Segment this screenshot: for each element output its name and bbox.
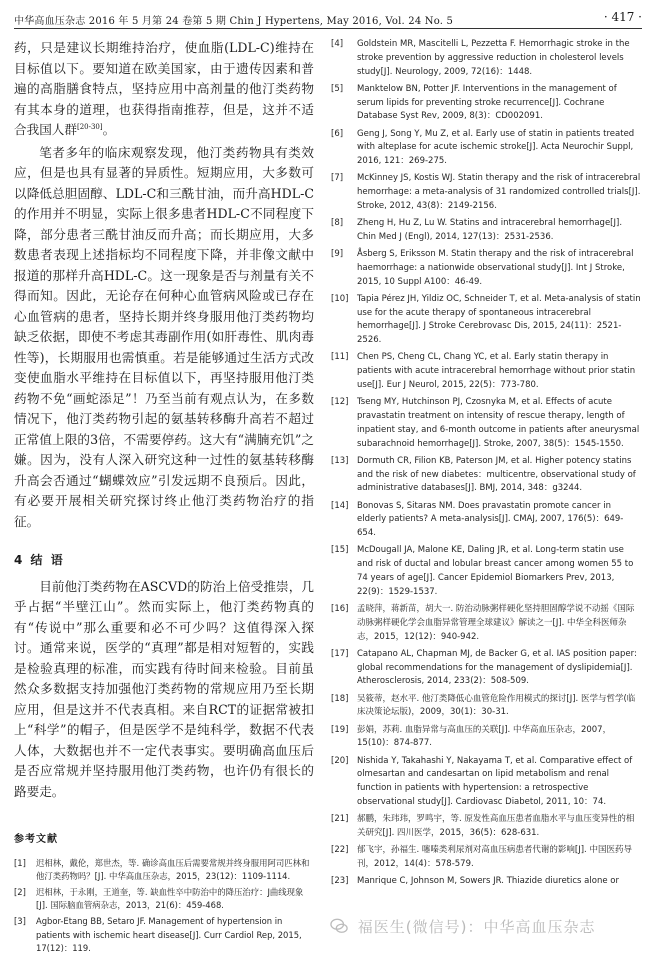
reference-number: [2] bbox=[14, 886, 26, 897]
paragraph-1: 药，只是建议长期维持治疗，使血脂(LDL-C)维持在目标值以下。要知道在欧美国家，由于遗传因素和普遍的高脂膳食特点，坚持应用中高剂量的他汀类药物有其本身的道理，也获得指南推荐，但是，这并不适合我国人群[20-30]。 bbox=[14, 40, 314, 137]
reference-number: [1] bbox=[14, 857, 26, 868]
reference-text: Catapano AL, Chapman MJ, de Backer G, et al. IAS position paper: global recommendations for the management of dyslipidemia[J]. Atherosclerosis, 2014, 233(2)：508-509. bbox=[357, 648, 637, 687]
reference-item bbox=[331, 693, 642, 721]
reference-item bbox=[331, 83, 642, 124]
section-4-paragraph: 目前他汀类药物在ASCVD的防治上倍受推崇，几乎占据“半壁江山”。然而实际上，他汀类药物真的有“传说中”那么重要和必不可少吗？这值得深入探讨。通常来说，医学的“真理”都是相对短暂的，实践是检验真理的标准，而实践有待时间来检验。目前虽然众多数据支持加强他汀类药物的常规应用乃至长期应用，但是这并不代表真相。来自RCT的证据常被扣上“科学”的帽子，但是医学不是纯科学，数据不代表人体，大数据也并不一定代表事实。要明确高血压后是否应常规并坚持服用他汀类药物，也许仍有很长的路要走。 bbox=[14, 578, 314, 799]
reference-number: [10] bbox=[331, 293, 349, 304]
reference-number: [9] bbox=[331, 249, 344, 260]
reference-text: 郝鹏，朱玮玮，罗鸣宇，等. 原发性高血压患者血脂水平与血压变异性的相关研究[J]. 四川医学，2015，36(5)：628-631. bbox=[357, 814, 635, 838]
reference-text: Manrique C, Johnson M, Sowers JR. Thiazide diuretics alone or bbox=[357, 876, 619, 887]
reference-item bbox=[331, 38, 642, 79]
reference-text: Tapia Pérez JH, Yildiz OC, Schneider T, et al. Meta-analysis of statin use for the acute therapy of spontaneous intracerebral hemorrhage[J]. J Stroke Cerebrovasc Dis, 2015, 24(11)：2521-2526. bbox=[357, 293, 641, 346]
reference-item bbox=[331, 128, 642, 169]
right-reference-list bbox=[331, 38, 642, 892]
reference-item bbox=[14, 915, 314, 955]
reference-item bbox=[331, 500, 642, 541]
reference-item bbox=[331, 813, 642, 841]
reference-number: [4] bbox=[331, 39, 344, 49]
reference-text: Chen PS, Cheng CL, Chang YC, et al. Early statin therapy in patients with acute intracerebral hemorrhage without prior statin use[J]. Eur J Neurol, 2015, 22(5)：773-780. bbox=[357, 352, 636, 391]
reference-text: Agbor-Etang BB, Setaro JF. Management of hypertension in patients with ischemic heart disease[J]. Curr Cardiol Rep, 2015, 17(12)：119. bbox=[36, 916, 302, 953]
watermark-text: 福医生(微信号)：中华高血压杂志 bbox=[357, 918, 596, 936]
reference-item bbox=[331, 648, 642, 689]
page-number: · 417 · bbox=[603, 10, 642, 24]
reference-number: [12] bbox=[331, 397, 349, 408]
reference-number: [22] bbox=[331, 845, 349, 856]
reference-text: 迟相林，于永刚，王道奎，等. 缺血性卒中防治中的降压治疗：J曲线现象[J]. 国际脑血管病杂志，2013，21(6)：459-468. bbox=[36, 886, 304, 911]
reference-text: 吴筱蒂，赵水平. 他汀类降低心血管危险作用模式的探讨[J]. 医学与哲学(临床决策论坛版)，2009，30(1)：30-31. bbox=[357, 693, 636, 718]
reference-text: 郁飞宇，孙福生. 噻嗪类利尿剂对高血压病患者代谢的影响[J]. 中国医药导刊，2012，14(4)：578-579. bbox=[357, 845, 632, 869]
reference-number: [19] bbox=[331, 724, 349, 735]
reference-item bbox=[331, 351, 642, 392]
reference-item bbox=[331, 293, 642, 348]
reference-text: 孟晓萍，蒋新苗，胡大一. 防治动脉粥样硬化坚持胆固醇学说不动摇《国际动脉粥样硬化学会血脂异常管理全球建议》解读之一[J]. 中华全科医师杂志，2015，12(12)：940-942. bbox=[357, 603, 635, 642]
reference-number: [14] bbox=[331, 500, 349, 511]
reference-item bbox=[14, 886, 314, 912]
reference-number: [7] bbox=[331, 173, 344, 184]
journal-header-text: 中华高血压杂志 2016 年 5 月第 24 卷第 5 期 Chin J Hypertens, May 2016, Vol. 24 No. 5 bbox=[14, 16, 454, 27]
paragraph-2: 笔者多年的临床观察发现，他汀类药物具有类效应，但是也具有显著的异质性。短期应用，大多数可以降低总胆固醇、LDL-C和三酰甘油，而升高HDL-C的作用并不明显，实际上很多患者HDL-C不同程度下降，部分患者三酰甘油反而升高；而长期应用，大多数患者表现上述指标均不同程度下降，并非像文献中报道的那样升高HDL-C。这一现象是否与剂量有关不得而知。因此，无论存在何种心血管病风险或已存在心血管病的患者，坚持长期并终身服用他汀类药物均缺乏依据，即使不考虑其毒副作用(如肝毒性、肌肉毒性等)，长期服用也需慎重。若是能够通过生活方式改变使血脂水平维持在目标值以下，再坚持服用他汀类药物不免“画蛇添足”！乃至当前有观点认为，在多数情况下，他汀类药物引起的氨基转移酶升高若不超过正常值上限的3倍，不需要停药。这大有“满腩充饥”之嫌。因为，没有人深入研究这种一过性的氨基转移酶升高会否通过“蝴蝶效应”引发远期不良预后。因此，有必要开展相关研究探讨终止他汀类药物治疗的指征。 bbox=[14, 144, 314, 529]
citation-marker: [20-30] bbox=[76, 122, 103, 131]
reference-text: Dormuth CR, Filion KB, Paterson JM, et al. Higher potency statins and the risk of new diabetes：multicentre, observational study of administrative databases[J]. BMJ, 2014, 348：g3244. bbox=[357, 455, 636, 494]
reference-number: [13] bbox=[331, 455, 349, 466]
reference-item bbox=[331, 755, 642, 810]
reference-number: [20] bbox=[331, 755, 349, 766]
reference-item bbox=[331, 396, 642, 451]
reference-text: Nishida Y, Takahashi Y, Nakayama T, et al. Comparative effect of olmesartan and candesartan on lipid metabolism and renal function in patients with hypertension: a retrospective observational study[J]. Cardiovasc Diabetol, 2011, 10：74. bbox=[357, 755, 633, 807]
reference-text: Geng J, Song Y, Mu Z, et al. Early use of statin in patients treated with alteplase for acute ischemic stroke[J]. Acta Neurochir Suppl, 2016, 121：269-275. bbox=[357, 128, 635, 167]
section-4-heading: 4 结 语 bbox=[14, 553, 65, 567]
reference-number: [11] bbox=[331, 352, 349, 363]
reference-item bbox=[331, 544, 642, 599]
left-column bbox=[14, 38, 314, 958]
reference-number: [23] bbox=[331, 876, 349, 887]
reference-text: Zheng H, Hu Z, Lu W. Statins and intracerebral hemorrhage[J]. Chin Med J (Engl), 2014, 127(13)：2531-2536. bbox=[357, 218, 623, 242]
reference-item bbox=[331, 172, 642, 213]
reference-text: Åsberg S, Eriksson M. Statin therapy and the risk of intracerebral haemorrhage: a nationwide observational study[J]. Int J Stroke, 2015, 10 Suppl A100：46-49. bbox=[357, 249, 634, 287]
reference-number: [6] bbox=[331, 128, 344, 139]
reference-number: [17] bbox=[331, 648, 349, 659]
reference-text: McKinney JS, Kostis WJ. Statin therapy and the risk of intracerebral hemorrhage: a meta-analysis of 31 randomized controlled trials[J]. Stroke, 2012, 43(8)：2149-2156. bbox=[357, 173, 641, 211]
running-header bbox=[14, 6, 642, 29]
reference-text: Goldstein MR, Mascitelli L, Pezzetta F. Hemorrhagic stroke in the stroke prevention by aggressive reduction in cholesterol levels study[J]. Neurology, 2009, 72(16)：1448. bbox=[357, 39, 630, 77]
reference-number: [16] bbox=[331, 603, 349, 614]
reference-number: [8] bbox=[331, 218, 344, 229]
wechat-icon bbox=[330, 917, 348, 935]
reference-item bbox=[14, 857, 314, 883]
reference-number: [15] bbox=[331, 545, 349, 556]
reference-text: Bonovas S, Sitaras NM. Does pravastatin promote cancer in elderly patients? A meta-analysis[J]. CMAJ, 2007, 176(5)：649-654. bbox=[357, 500, 624, 539]
reference-item bbox=[331, 603, 642, 644]
reference-item bbox=[331, 248, 642, 289]
watermark bbox=[330, 916, 630, 942]
reference-item bbox=[331, 724, 642, 752]
reference-text: 彭娟，苏莉. 血脂异常与高血压的关联[J]. 中华高血压杂志，2007，15(10)：874-877. bbox=[357, 724, 612, 749]
reference-item bbox=[331, 217, 642, 245]
reference-number: [21] bbox=[331, 814, 349, 825]
reference-item bbox=[331, 844, 642, 872]
references-heading: 参考文献 bbox=[14, 834, 58, 845]
reference-number: [18] bbox=[331, 693, 349, 704]
paragraph-1-text: 药，只是建议长期维持治疗，使血脂(LDL-C)维持在目标值以下。要知道在欧美国家，由于遗传因素和普遍的高脂膳食特点，坚持应用中高剂量的他汀类药物有其本身的道理，也获得指南推荐，但是，这并不适合我国人群 bbox=[14, 40, 314, 137]
reference-text: McDougall JA, Malone KE, Daling JR, et al. Long-term statin use and risk of ductal and lobular breast cancer among women 55 to 74 years of age[J]. Cancer Epidemiol Biomarkers Prev, 2013, 22(9)：1529-1537. bbox=[357, 545, 634, 597]
reference-number: [5] bbox=[331, 83, 344, 94]
reference-item bbox=[331, 875, 642, 889]
left-reference-list bbox=[14, 857, 314, 955]
reference-text: Manktelow BN, Potter JF. Interventions in the management of serum lipids for preventing stroke recurrence[J]. Cochrane Database Syst Rev, 2009, 8(3)：CD002091. bbox=[357, 83, 617, 122]
reference-text: 迟相林，戴伦，郑世杰，等. 确诊高血压后需要常规并终身服用阿司匹林和他汀类药物吗？[J]. 中华高血压杂志，2015，23(12)：1109-1114. bbox=[36, 857, 310, 881]
reference-number: [3] bbox=[14, 916, 26, 927]
reference-text: Tseng MY, Hutchinson PJ, Czosnyka M, et al. Effects of acute pravastatin treatment on intensity of rescue therapy, length of inpatient stay, and 6-month outcome in patients after aneurysmal subarachnoid hemorrhage[J]. Stroke, 2007, 38(5)：1545-1550. bbox=[357, 397, 640, 449]
reference-item bbox=[331, 455, 642, 496]
